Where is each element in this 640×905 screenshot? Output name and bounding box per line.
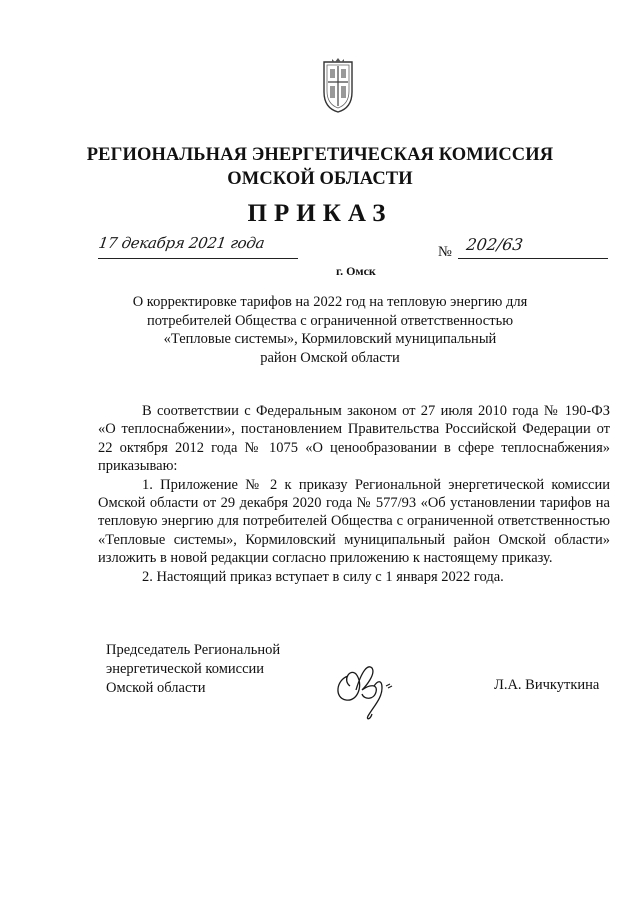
subject-line-2: потребителей Общества с ограниченной ответственностью (146, 312, 514, 329)
order-item-1: 1. Приложение № 2 к приказу Региональной энергетической комиссии Омской области от 29 декабря 2020 года № 577/93 «Об установлении тарифов на тепловую энергию для потребителей Общества с ограниченной ответственностью «Тепловые системы», Кормиловский муниципальный район Омской области» изложить в новой редакции согласно приложению к настоящему приказу. (98, 476, 610, 567)
subject-line-4: район Омской области (260, 349, 400, 366)
org-line-2: ОМСКОЙ ОБЛАСТИ (227, 169, 413, 189)
handwritten-number: 202/63 (465, 235, 525, 254)
handwritten-date: 17 декабря 2021 года (97, 234, 266, 252)
number-sign: № (438, 244, 452, 260)
signer-name: Л.А. Вичкуткина (494, 677, 600, 693)
subject-line-1: О корректировке тарифов на 2022 год на тепловую энергию для (132, 294, 528, 310)
order-item-2: 2. Настоящий приказ вступает в силу с 1 января 2022 года. (142, 568, 504, 585)
signature-icon (328, 650, 400, 722)
preamble-paragraph: В соответствии с Федеральным законом от 27 июля 2010 года № 190-ФЗ «О теплоснабжении», постановлением Правительства Российской Федерации от 22 октября 2012 года № 1075 «О ценообразовании в сфере теплоснабжения» приказываю: (98, 403, 610, 475)
city-label: г. Омск (336, 264, 376, 278)
organization-name (60, 143, 580, 191)
document-subject (130, 293, 530, 367)
document-type-title: ПРИКАЗ (247, 200, 393, 227)
signatory-title-line-2: энергетической комиссии (106, 661, 265, 677)
document-body (98, 402, 610, 586)
signatory-title-line-3: Омской области (106, 680, 206, 696)
number-underline (458, 258, 608, 259)
signatory-title-line-1: Председатель Региональной (106, 642, 281, 658)
date-underline (98, 258, 298, 259)
coat-of-arms-icon (321, 58, 355, 114)
signatory-title (106, 641, 326, 698)
org-line-1: РЕГИОНАЛЬНАЯ ЭНЕРГЕТИЧЕСКАЯ КОМИССИЯ (86, 145, 554, 165)
subject-line-3: «Тепловые системы», Кормиловский муниципальный (163, 331, 497, 347)
